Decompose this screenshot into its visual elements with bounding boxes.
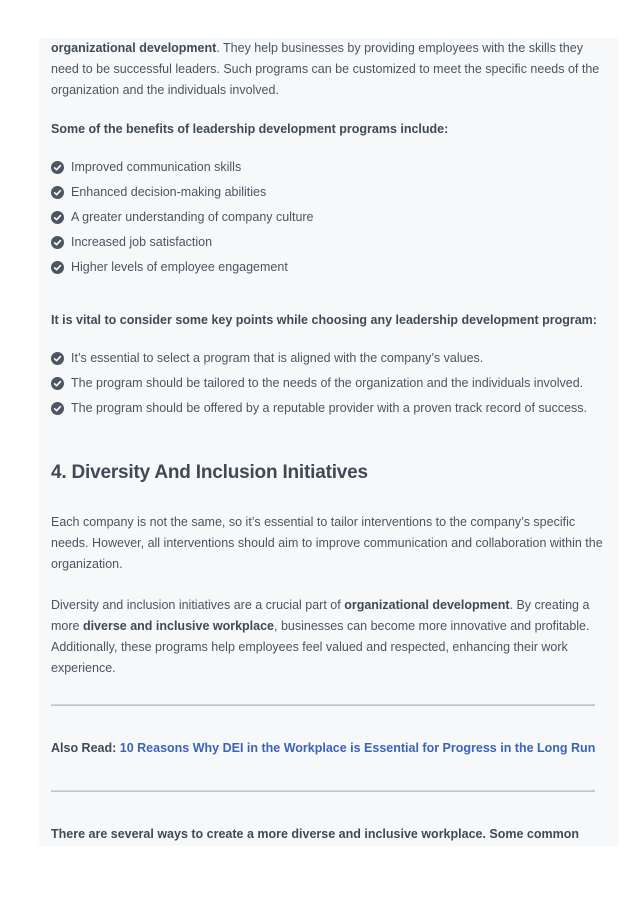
section-title: 4. Diversity And Inclusion Initiatives bbox=[51, 462, 368, 483]
also-read-label: Also Read: bbox=[51, 741, 120, 755]
check-circle-icon bbox=[51, 261, 64, 274]
intro-bold: organizational development bbox=[51, 41, 217, 55]
list-item-text: Increased job satisfaction bbox=[71, 235, 213, 249]
list-item-text: Higher levels of employee engagement bbox=[71, 260, 288, 274]
section-paragraph-1: Each company is not the same, so it’s essential to tailor interventions to the company’s specific needs. However, all interventions should aim to improve communication and collaboration within the organization. bbox=[51, 515, 603, 571]
list-item bbox=[51, 182, 607, 203]
para2-text-a: Diversity and inclusion initiatives are a crucial part of bbox=[51, 598, 345, 612]
closing-text: There are several ways to create a more diverse and inclusive workplace. Some common bbox=[51, 827, 580, 841]
keypoints-heading: It is vital to consider some key points while choosing any leadership development program: bbox=[51, 313, 597, 327]
list-item bbox=[51, 232, 607, 253]
benefits-list bbox=[51, 157, 607, 282]
check-circle-icon bbox=[51, 352, 64, 365]
also-read bbox=[51, 738, 595, 759]
list-item-text: The program should be tailored to the needs of the organization and the individuals involved. bbox=[71, 376, 584, 390]
closing-paragraph bbox=[51, 824, 579, 845]
also-read-link[interactable]: 10 Reasons Why DEI in the Workplace is Essential for Progress in the Long Run bbox=[119, 741, 596, 755]
para2-text-c: , businesses can become more innovative and profitable. Additionally, these programs help employees feel valued and respected, enhancing their work experience. bbox=[51, 619, 590, 675]
list-item-text: A greater understanding of company culture bbox=[71, 210, 314, 224]
list-item bbox=[51, 157, 607, 178]
list-item bbox=[51, 398, 607, 419]
para2-bold-a: organizational development bbox=[344, 598, 510, 612]
list-item-text: Improved communication skills bbox=[71, 160, 242, 174]
list-item-text: The program should be offered by a reputable provider with a proven track record of success. bbox=[71, 401, 588, 415]
section-paragraph-2 bbox=[51, 595, 607, 679]
check-circle-icon bbox=[51, 402, 64, 415]
check-circle-icon bbox=[51, 161, 64, 174]
divider-top: ———————————————————————————————————————————————- bbox=[51, 697, 595, 711]
check-circle-icon bbox=[51, 377, 64, 390]
benefits-heading: Some of the benefits of leadership development programs include: bbox=[51, 122, 449, 136]
list-item bbox=[51, 257, 607, 278]
list-item-text: Enhanced decision-making abilities bbox=[71, 185, 267, 199]
document-page bbox=[39, 38, 618, 846]
list-item-text: It’s essential to select a program that is aligned with the company’s values. bbox=[71, 351, 484, 365]
para2-bold-b: diverse and inclusive workplace bbox=[82, 619, 275, 633]
check-circle-icon bbox=[51, 211, 64, 224]
divider-bottom: ———————————————————————————————————————————————- bbox=[51, 783, 595, 797]
keypoints-list bbox=[51, 348, 607, 423]
list-item bbox=[51, 348, 607, 369]
check-circle-icon bbox=[51, 186, 64, 199]
para2-text-b: . By creating a more bbox=[51, 598, 590, 633]
intro-text: . They help businesses by providing employees with the skills they need to be successful leaders. Such programs can be customized to meet the specific needs of the organization and the individuals involved. bbox=[51, 41, 600, 97]
check-circle-icon bbox=[51, 236, 64, 249]
list-item bbox=[51, 373, 607, 394]
list-item bbox=[51, 207, 607, 228]
intro-paragraph bbox=[51, 38, 607, 101]
